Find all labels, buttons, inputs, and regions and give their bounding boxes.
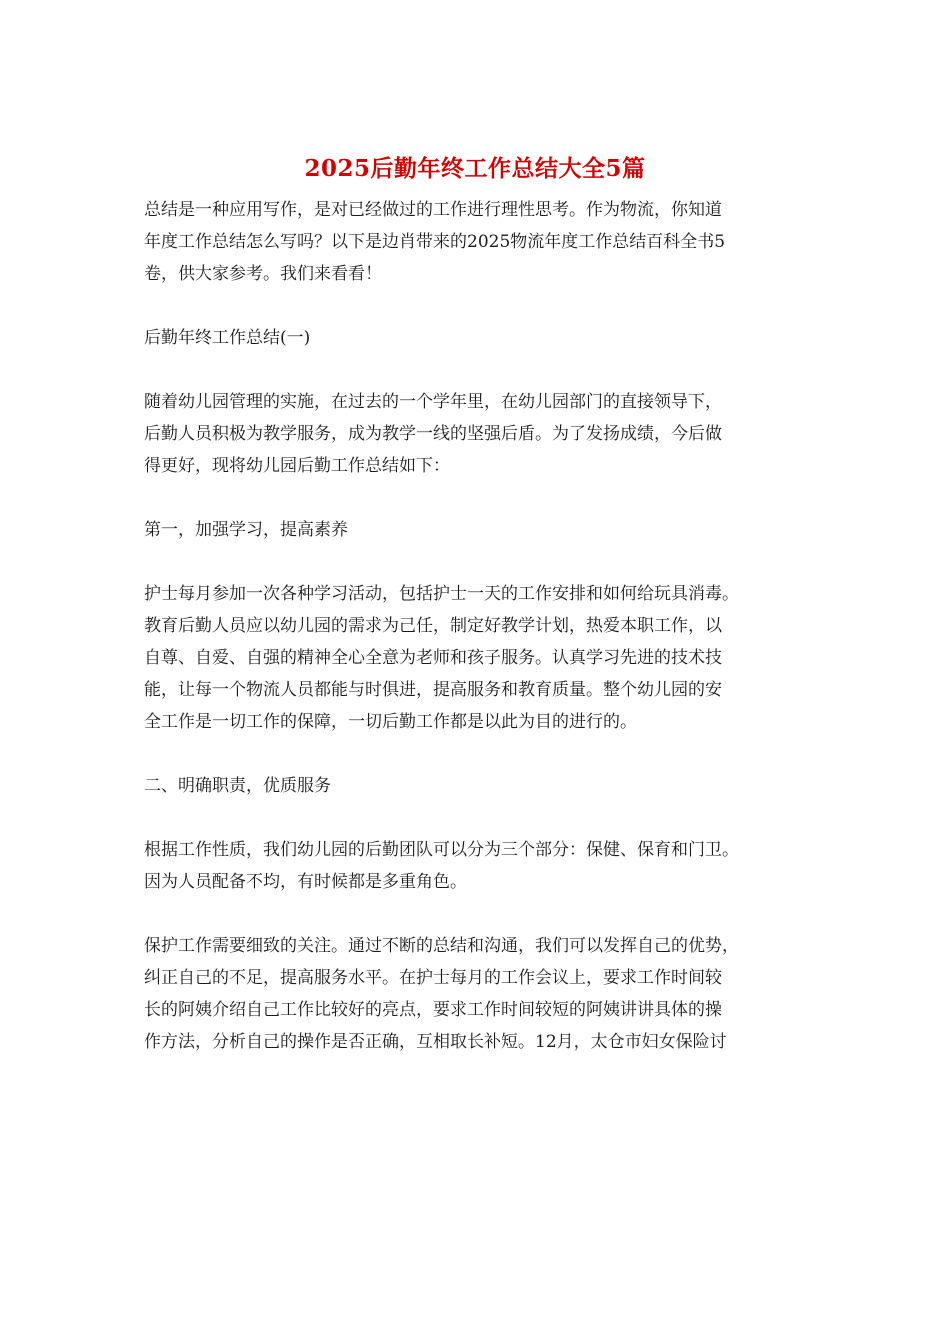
section-heading-1 [144,322,810,354]
paragraph-6 [144,834,810,898]
subheading-2 [144,770,810,802]
text-line: 总结是一种应用写作，是对已经做过的工作进行理性思考。作为物流，你知道 [144,200,722,220]
text-line: 全工作是一切工作的保障，一切后勤工作都是以此为目的进行的。 [144,712,637,732]
text-line: 纠正自己的不足，提高服务水平。在护士每月的工作会议上，要求工作时间较 [144,968,722,988]
text-line: 根据工作性质，我们幼儿园的后勤团队可以分为三个部分：保健、保育和门卫。 [144,840,739,860]
text-line: 教育后勤人员应以幼儿园的需求为己任，制定好教学计划，热爱本职工作，以 [144,616,722,636]
text-line: 长的阿姨介绍自己工作比较好的亮点，要求工作时间较短的阿姨讲讲具体的操 [144,1000,722,1020]
text-line: 保护工作需要细致的关注。通过不断的总结和沟通，我们可以发挥自己的优势， [144,936,739,956]
text-line: 得更好，现将幼儿园后勤工作总结如下： [144,456,450,476]
paragraph-2 [144,386,810,482]
text-line: 后勤年终工作总结(一) [144,328,311,348]
text-line: 后勤人员积极为教学服务，成为教学一线的坚强后盾。为了发扬成绩，今后做 [144,424,722,444]
text-line: 自尊、自爱、自强的精神全心全意为老师和孩子服务。认真学习先进的技术技 [144,648,722,668]
text-line: 二、明确职责，优质服务 [144,776,331,796]
text-line: 年度工作总结怎么写吗？以下是边肖带来的2025物流年度工作总结百科全书5 [144,232,726,252]
document-title: 2025后勤年终工作总结大全5篇 [304,155,646,182]
text-line: 能，让每一个物流人员都能与时俱进，提高服务和教育质量。整个幼儿园的安 [144,680,722,700]
text-line: 第一，加强学习，提高素养 [144,520,348,540]
subheading-1 [144,514,810,546]
text-line: 作方法，分析自己的操作是否正确，互相取长补短。12月，太仓市妇女保险讨 [144,1032,727,1052]
paragraph-7 [144,930,810,1058]
text-line: 护士每月参加一次各种学习活动，包括护士一天的工作安排和如何给玩具消毒。 [144,584,739,604]
text-line: 随着幼儿园管理的实施，在过去的一个学年里，在幼儿园部门的直接领导下， [144,392,722,412]
text-line: 卷，供大家参考。我们来看看！ [144,264,382,284]
document-body [144,194,810,1058]
paragraph-4 [144,578,810,738]
text-line: 因为人员配备不均，有时候都是多重角色。 [144,872,467,892]
paragraph-intro [144,194,810,290]
